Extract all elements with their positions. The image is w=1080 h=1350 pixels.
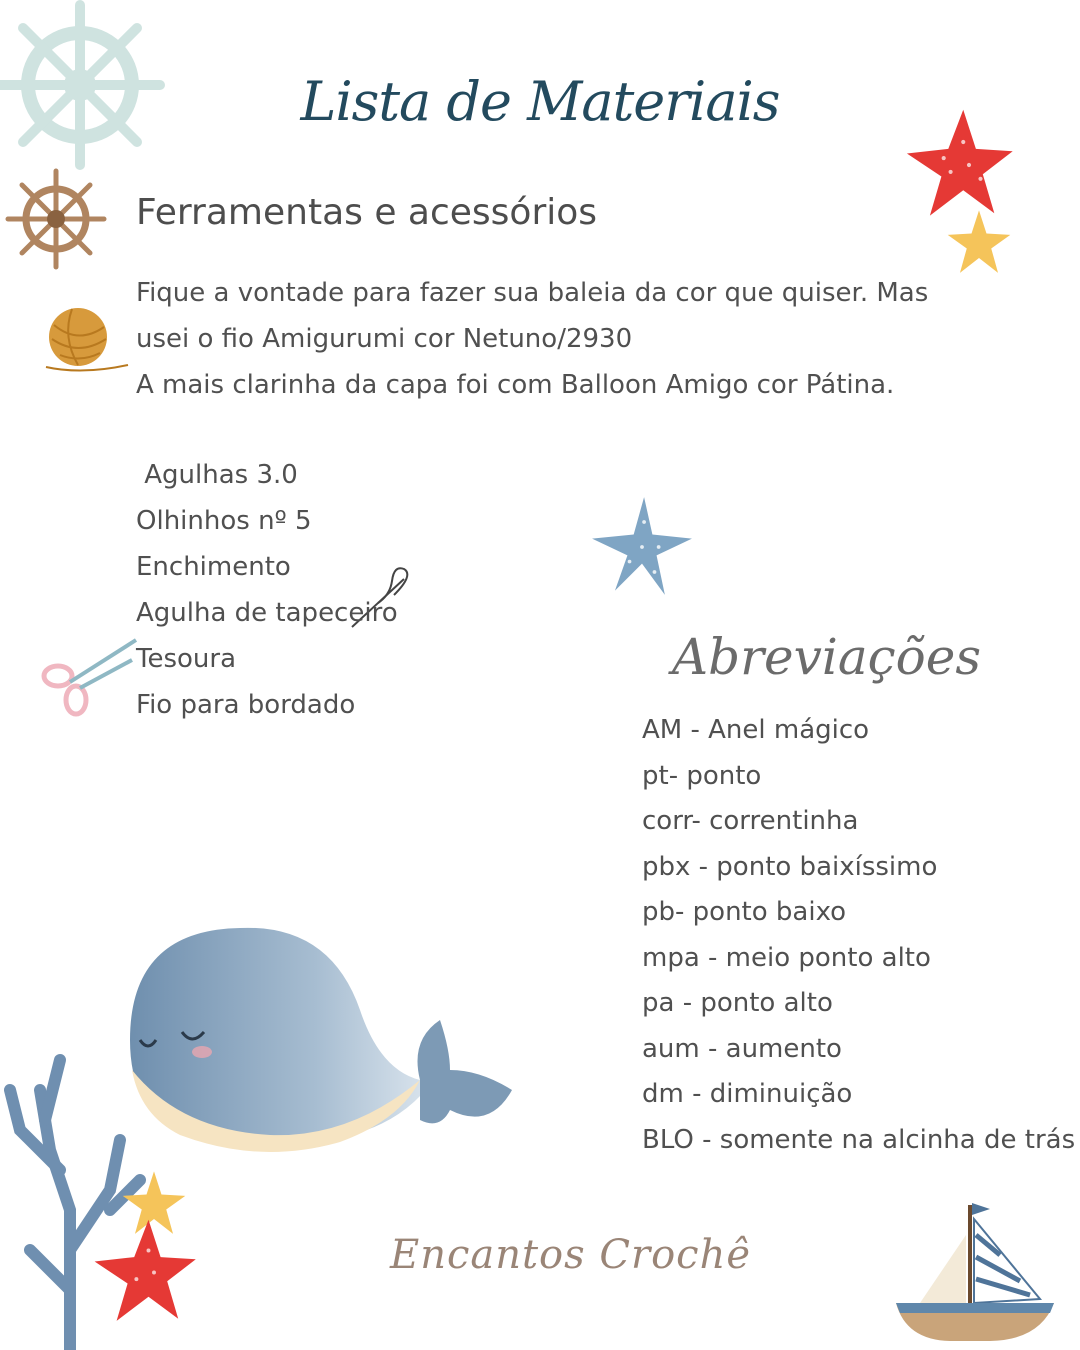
list-item: Enchimento bbox=[136, 552, 291, 582]
ship-wheel-small-icon bbox=[2, 165, 110, 273]
page-title: Lista de Materiais bbox=[300, 70, 780, 133]
list-item: pa - ponto alto bbox=[642, 988, 833, 1018]
list-item: dm - diminuição bbox=[642, 1079, 853, 1109]
abbreviations-list bbox=[642, 708, 1075, 1163]
list-item: Fio para bordado bbox=[136, 690, 356, 720]
list-item: Agulhas 3.0 bbox=[136, 460, 298, 490]
list-item: pt- ponto bbox=[642, 760, 762, 791]
list-item: mpa - meio ponto alto bbox=[642, 942, 931, 973]
paragraph-line: usei o fio Amigurumi cor Netuno/2930 bbox=[136, 324, 633, 354]
paragraph-line: A mais clarinha da capa foi com Balloon Amigo cor Pátina. bbox=[136, 370, 895, 400]
list-item: pb- ponto baixo bbox=[642, 897, 847, 927]
list-item: corr- correntinha bbox=[642, 806, 859, 836]
abbreviations-title: Abreviações bbox=[672, 628, 982, 686]
starfish-yellow-icon bbox=[945, 208, 1013, 278]
paragraph-line: Fique a vontade para fazer sua baleia da cor que quiser. Mas bbox=[136, 278, 929, 308]
whale-illustration bbox=[120, 920, 520, 1170]
list-item: BLO - somente na alcinha de trás bbox=[642, 1124, 1076, 1155]
list-item: Tesoura bbox=[136, 644, 237, 674]
list-item: aum - aumento bbox=[642, 1033, 842, 1064]
list-item: Agulha de tapeceiro bbox=[136, 598, 398, 628]
yarn-ball-icon bbox=[42, 305, 132, 377]
section-heading: Ferramentas e acessórios bbox=[136, 192, 598, 233]
sailboat-illustration bbox=[890, 1195, 1060, 1345]
scissors-icon bbox=[40, 630, 140, 720]
list-item: AM - Anel mágico bbox=[642, 715, 870, 745]
brand-logo-text: Encantos Crochê bbox=[390, 1232, 752, 1278]
list-item: pbx - ponto baixíssimo bbox=[642, 851, 938, 882]
starfish-blue-icon bbox=[588, 495, 696, 599]
intro-paragraph bbox=[136, 270, 929, 408]
starfish-red-bottom-icon bbox=[88, 1215, 198, 1330]
materials-list bbox=[136, 452, 398, 728]
list-item: Olhinhos nº 5 bbox=[136, 506, 312, 536]
